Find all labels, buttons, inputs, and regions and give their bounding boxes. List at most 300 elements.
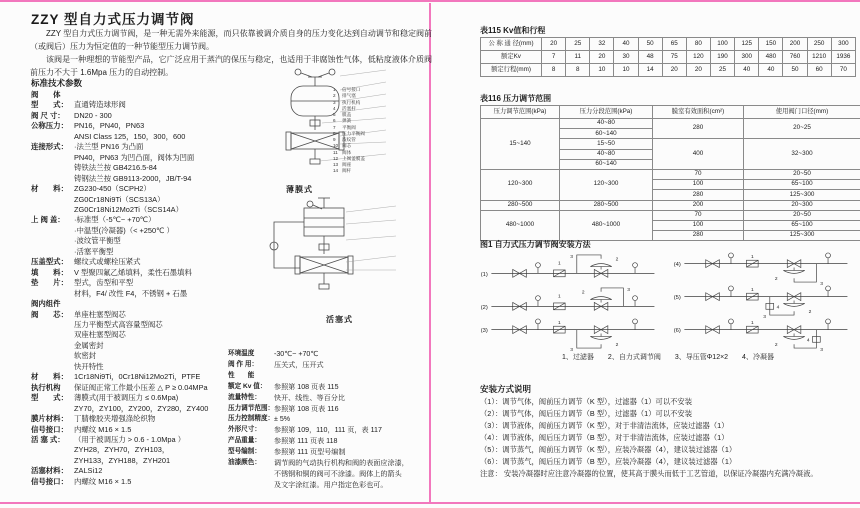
table116-cell: 120~300 — [481, 169, 560, 200]
install-heading: 安装方式说明 — [480, 384, 532, 394]
svg-text:2: 2 — [581, 290, 585, 296]
svg-text:2: 2 — [774, 277, 778, 283]
table116-header-cell: 压力分段范围(kPa) — [560, 106, 653, 119]
svg-text:2: 2 — [615, 257, 619, 263]
svg-text:3: 3 — [820, 282, 823, 285]
table115-cell: 300 — [831, 38, 855, 51]
spec-label: 产品重量： — [228, 437, 261, 445]
table115-cell: 8 — [566, 64, 590, 77]
spec-value: 参照第 108 页表 115 — [274, 382, 339, 391]
install-note-line: （2）：调节气体，阀后压力调节（B 型），过滤器（1）可以不安装 — [480, 409, 693, 418]
svg-text:(5): (5) — [673, 295, 681, 302]
spec-label — [31, 445, 74, 455]
spec-row — [228, 414, 434, 425]
spec-value: ZALSi12 — [74, 466, 103, 476]
install-note-line: （6）：调节蒸气，阀后压力调节（B 型），应装冷凝器（4），建议装过滤器（1） — [480, 457, 737, 466]
spec-label: 阀 体 — [31, 90, 61, 99]
spec-label: 型 式： — [31, 393, 68, 403]
spec-row — [31, 132, 243, 142]
spec-label: 性 能 — [228, 371, 255, 379]
spec-label: 信号接口： — [31, 424, 68, 434]
svg-text:(4): (4) — [673, 262, 681, 269]
performance-list — [228, 349, 434, 491]
spec-value: ·波纹管平衡型 — [74, 236, 121, 246]
install-note-line: （4）：调节液体，阀后压力调节（B 型），对于非清洁流体，应装过滤器（1） — [480, 433, 729, 442]
intro-paragraph-1: ZZY 型自力式压力调节阀，是一种无需外来能源，而只依靠被调介质自身的压力变化达到自动调节和稳定阀前（或阀后）压力为恒定值的一种节能型压力调节阀。 — [30, 29, 432, 51]
svg-text:1: 1 — [557, 294, 561, 300]
spec-value: 铸钢法兰按 GB9113-2000，JB/T-94 — [74, 173, 192, 183]
spec-value: 参照第 111 页型号编制 — [274, 448, 346, 457]
part-item: 2 排气塞 — [333, 93, 356, 99]
table116-title: 表116 压力调节范围 — [480, 94, 552, 103]
spec-row — [31, 268, 243, 278]
svg-text:3: 3 — [570, 348, 573, 351]
spec-label — [31, 351, 74, 361]
spec-row — [31, 372, 243, 382]
spec-value: V 型聚四氟乙烯填料，柔性石墨填料 — [74, 267, 192, 277]
table116-cell: 65~100 — [744, 180, 860, 190]
spec-label — [31, 456, 74, 466]
spec-value: 材料，F4/ 改性 F4，不锈钢 + 石墨 — [74, 288, 188, 298]
svg-text:2: 2 — [808, 310, 812, 316]
spec-row — [31, 393, 243, 403]
spec-row — [31, 111, 243, 121]
table115-cell: 10 — [614, 64, 638, 77]
svg-text:(6): (6) — [673, 328, 681, 335]
spec-label — [31, 404, 74, 414]
part-item: 11 阀体 — [333, 149, 352, 155]
spec-row — [228, 404, 434, 415]
spec-label: 活塞材料： — [31, 466, 68, 476]
table116-header-cell: 压力调节范围(kPa) — [481, 106, 560, 119]
part-item: 10 阀芯 — [333, 143, 352, 149]
spec-row — [31, 236, 243, 246]
table116-row — [481, 210, 860, 220]
install-note-line: （1）：调节气体，阀前压力调节（K 型），过滤器（1）可以不安装 — [480, 397, 693, 406]
table116-cell: 40~80 — [560, 119, 653, 129]
spec-row — [31, 456, 243, 466]
table116-cell: 280~500 — [481, 200, 560, 210]
spec-row — [31, 90, 243, 100]
spec-row — [31, 414, 243, 424]
table115-cell: 50 — [638, 38, 662, 51]
specs-heading: 标准技术参数 — [31, 78, 83, 88]
spec-label — [31, 320, 74, 330]
table115-row — [481, 38, 856, 51]
spec-row — [31, 289, 243, 299]
spec-row — [31, 205, 243, 215]
spec-label: 油漆颜色： — [228, 459, 261, 467]
spec-value: ZG230-450（SCPH2） — [74, 184, 151, 194]
table115-cell: 480 — [759, 51, 783, 64]
table116-cell: 480~1000 — [560, 210, 653, 241]
spec-row — [31, 226, 243, 236]
spec-value: 铸铁法兰按 GB4216.5-84 — [74, 163, 157, 173]
svg-text:1: 1 — [557, 261, 561, 267]
table115-cell: 32 — [590, 38, 614, 51]
svg-text:4: 4 — [776, 305, 780, 311]
spec-label: 阀内组件 — [31, 299, 61, 309]
svg-text:3: 3 — [627, 287, 630, 293]
table115-cell: 30 — [614, 51, 638, 64]
spec-row — [31, 195, 243, 205]
spec-label — [31, 341, 74, 351]
spec-value: 压力平衡型式高容量型阀芯 — [74, 319, 163, 329]
spec-value: 内螺纹 M16 × 1.5 — [74, 476, 132, 486]
install-scheme — [670, 318, 856, 351]
spec-row — [31, 278, 243, 288]
spec-label — [31, 132, 74, 142]
spec-row — [31, 435, 243, 445]
table115-cell: 80 — [686, 38, 710, 51]
table116-cell: 70 — [653, 169, 744, 179]
table115-cell: 100 — [710, 38, 734, 51]
spec-label: 外形尺寸： — [228, 426, 261, 434]
spec-row — [228, 360, 434, 371]
spec-value: 双座柱塞型阀芯 — [74, 330, 126, 340]
spec-value: 快开、线性、等百分比 — [274, 393, 345, 402]
spec-value: 丁腈橡胶夹增强涤纶织物 — [74, 414, 156, 424]
spec-label: 上 阀 盖： — [31, 215, 65, 225]
table116-cell: 60~140 — [560, 129, 653, 139]
svg-text:(2): (2) — [480, 304, 488, 311]
spec-value: 1Cr18Ni9Ti，0Cr18Ni12Mo2Ti，PTFE — [74, 372, 201, 382]
part-item: 3 执行机构 — [333, 99, 361, 105]
svg-text:4: 4 — [806, 338, 810, 344]
spec-row — [228, 480, 434, 491]
spec-value: DN20 - 300 — [74, 110, 112, 120]
spec-row — [31, 362, 243, 372]
spec-label — [31, 163, 74, 173]
spec-row — [31, 163, 243, 173]
table116-cell: 125~300 — [744, 190, 860, 200]
install-notes — [480, 396, 856, 480]
table116-cell: 20~50 — [744, 210, 860, 220]
part-item: 12 上阀盖膜盖 — [333, 155, 365, 161]
table115-cell: 300 — [735, 51, 759, 64]
table115-cell: 25 — [566, 38, 590, 51]
spec-label: 垫 片： — [31, 278, 68, 288]
spec-value: PN16，PN40，PN63 — [74, 121, 145, 131]
table115-cell: 8 — [542, 64, 566, 77]
table116-cell: 15~50 — [560, 139, 653, 149]
spec-value: PN40，PN63 为凹凸面，阀体为凹面 — [74, 152, 195, 162]
spec-value: 薄膜式(用于被调压力 ≤ 0.6Mpa) — [74, 393, 179, 403]
table116-row — [481, 169, 860, 179]
table116-cell: 280 — [653, 231, 744, 241]
svg-text:(1): (1) — [480, 271, 488, 278]
table115-cell: 40 — [614, 38, 638, 51]
table116-cell: 280~500 — [560, 200, 653, 210]
diagram-a-caption: 薄膜式 — [286, 185, 313, 194]
svg-text:3: 3 — [570, 254, 573, 260]
spec-row — [31, 184, 243, 194]
spec-row — [228, 382, 434, 393]
table115-cell: 60 — [807, 64, 831, 77]
spec-row — [228, 436, 434, 447]
svg-text:(3): (3) — [480, 328, 488, 335]
figure1-legend: 1、过滤器 2、自力式调节阀 3、导压管Φ12×2 4、冷凝器 — [562, 354, 774, 361]
spec-row — [31, 425, 243, 435]
spec-label — [31, 205, 74, 215]
table115-cell: 75 — [662, 51, 686, 64]
intro-paragraph-2: 该阀是一种理想的节能型产品，它广泛应用于蒸汽的保压与稳定，也适用于非腐蚀性气体，低粘度液体介质阀前压力不大于 1.6Mpa 压力的自动控制。 — [30, 55, 432, 77]
table116-cell: 20~25 — [744, 119, 860, 139]
table116-cell: 100 — [653, 220, 744, 230]
spec-label — [31, 153, 74, 163]
spec-label: 型 式： — [31, 100, 68, 110]
spec-row — [31, 174, 243, 184]
table116-row — [481, 200, 860, 210]
table116-header-cell: 使用阀门口径(mm) — [744, 106, 860, 119]
spec-value — [74, 90, 243, 100]
table116-cell: 120~300 — [560, 169, 653, 200]
table115-cell: 20 — [542, 38, 566, 51]
spec-label: 额定 Kv 值： — [228, 382, 267, 390]
table115-cell: 1210 — [807, 51, 831, 64]
spec-value: -30℃~ +70℃ — [274, 350, 319, 358]
table116-cell: 200 — [653, 200, 744, 210]
spec-row — [31, 477, 243, 487]
table115-cell: 7 — [542, 51, 566, 64]
spec-label: 压盖型式： — [31, 257, 68, 267]
spec-label: 压力调节范围： — [228, 404, 275, 412]
spec-row — [31, 142, 243, 152]
table116-cell: 280 — [653, 190, 744, 200]
table115-cell: 190 — [710, 51, 734, 64]
svg-text:1: 1 — [750, 287, 754, 293]
spec-value: 软密封 — [74, 351, 97, 361]
spec-row — [228, 447, 434, 458]
table115-cell: 48 — [638, 51, 662, 64]
spec-row — [228, 425, 434, 436]
table116-row — [481, 119, 860, 129]
table115-cell: 20 — [686, 64, 710, 77]
spec-label — [31, 289, 74, 299]
spec-value: 参照第 111 页表 118 — [274, 437, 338, 446]
part-item: 1 信号接口 — [333, 87, 361, 92]
spec-label — [31, 174, 74, 184]
table115-cell: 65 — [662, 38, 686, 51]
spec-label — [31, 236, 74, 246]
table116-header-cell: 膜室有效面积(cm²) — [653, 106, 744, 119]
table115-cell: 40 — [759, 64, 783, 77]
spec-value: ·活塞平衡型 — [74, 246, 114, 256]
figure1-title: 图1 自力式压力调节阀安装方法 — [480, 240, 591, 249]
spec-row — [228, 469, 434, 480]
spec-value: 螺纹式或螺栓压紧式 — [74, 257, 141, 267]
table116-cell: 60~140 — [560, 159, 653, 169]
part-item: 6 弹簧 — [333, 118, 352, 124]
table115-cell: 250 — [807, 38, 831, 51]
table115-cell: 额定Kv — [481, 51, 542, 64]
table115-cell: 14 — [638, 64, 662, 77]
table115-cell: 1936 — [831, 51, 855, 64]
spec-value: ZY70，ZY100，ZY200，ZY280，ZY400 — [74, 403, 209, 413]
spec-row — [31, 445, 243, 455]
spec-label: 填 料： — [31, 267, 68, 277]
spec-row — [31, 247, 243, 257]
spec-value — [74, 299, 243, 309]
spec-label — [31, 362, 74, 372]
spec-row — [31, 100, 243, 110]
valve-diagram-piston — [256, 196, 396, 314]
table115-cell: 50 — [783, 64, 807, 77]
diagram-b-caption: 活塞式 — [326, 315, 353, 324]
spec-value: ZG0Cr18Ni12Mo2Ti（SCS14A） — [74, 204, 183, 214]
table115-title: 表115 Kv值和行程 — [480, 26, 546, 35]
spec-value: 参照第 108 页表 116 — [274, 404, 339, 413]
spec-value: ± 5% — [274, 415, 291, 424]
table116-cell: 125~300 — [744, 231, 860, 241]
install-note-line: （5）：调节蒸气，阀前压力调节（K 型），应装冷凝器（4），建议装过滤器（1） — [480, 445, 737, 454]
spec-row — [31, 330, 243, 340]
spec-label — [31, 195, 74, 205]
spec-value: 型式，齿型和平型 — [74, 278, 134, 288]
spec-value: 参照第 109，110，111 页，表 117 — [274, 426, 382, 435]
svg-text:2: 2 — [774, 343, 778, 349]
spec-value: ·标准型（-5℃~ +70℃） — [74, 215, 156, 225]
install-scheme — [477, 252, 663, 285]
install-note-line: （3）：调节液体，阀前压力调节（K 型），对于非清洁流体，应装过滤器（1） — [480, 421, 729, 430]
spec-label: 活 塞 式： — [31, 434, 65, 444]
part-item: 13 阀座 — [333, 162, 352, 167]
part-item: 8 压力平衡阀 — [333, 130, 365, 136]
spec-label: 材 料： — [31, 184, 68, 194]
table116-cell: 15~140 — [481, 119, 560, 170]
table116-cell: 480~1000 — [481, 210, 560, 241]
svg-text:3: 3 — [820, 348, 823, 351]
spec-label: 公称压力： — [31, 121, 68, 131]
spec-value: 直通铸造球形阀 — [74, 100, 126, 110]
svg-text:3: 3 — [763, 315, 766, 318]
page-title: ZZY 型自力式压力调节阀 — [31, 12, 195, 27]
spec-label: 压力控制精度： — [228, 415, 275, 423]
table115-cell: 200 — [783, 38, 807, 51]
spec-label — [31, 330, 74, 340]
table116-cell: 70 — [653, 210, 744, 220]
spec-value: 调节阀的气动执行机构和阀的表面应涂漆， — [274, 459, 409, 468]
spec-row — [228, 371, 434, 382]
spec-label — [228, 469, 274, 480]
spec-row — [228, 458, 434, 469]
spec-value: （用于被调压力 > 0.6 - 1.0Mpa ） — [74, 434, 186, 444]
spec-row — [31, 257, 243, 267]
install-scheme — [477, 285, 663, 318]
spec-label: 流量特性： — [228, 393, 261, 401]
spec-value: 金属密封 — [74, 340, 104, 350]
spec-value: 快开特性 — [74, 361, 104, 371]
table115-cell: 20 — [662, 64, 686, 77]
install-scheme — [670, 252, 856, 285]
table116-cell: 40~80 — [560, 149, 653, 159]
spec-value: 单座柱塞型阀芯 — [74, 309, 126, 319]
spec-row — [31, 383, 243, 393]
spec-value: ·法兰型 PN16 为凸面 — [74, 142, 144, 152]
spec-label — [31, 226, 74, 236]
spec-row — [31, 215, 243, 225]
spec-row — [31, 320, 243, 330]
spec-label: 型号编制： — [228, 448, 261, 456]
part-item: 4 活塞杆 — [333, 105, 356, 111]
part-item: 5 膜盖 — [333, 112, 352, 117]
spec-value: 压关式，压开式 — [274, 360, 324, 369]
table116-cell: 65~100 — [744, 220, 860, 230]
table116-cell: 20~300 — [744, 200, 860, 210]
spec-label: 阀 作 用： — [228, 360, 259, 368]
table116 — [480, 105, 860, 241]
spec-label: 信号接口： — [31, 476, 68, 486]
spec-label: 环境温度 — [228, 350, 255, 357]
table115-cell: 20 — [590, 51, 614, 64]
spec-row — [31, 351, 243, 361]
part-item: 7 平衡阀 — [333, 124, 356, 130]
spec-row — [31, 153, 243, 163]
table116-header-row — [481, 106, 860, 119]
spec-label — [31, 247, 74, 257]
specs-list — [31, 90, 243, 487]
spec-value: ZYH133，ZYH188，ZYH201 — [74, 455, 171, 465]
table116-cell: 32~300 — [744, 139, 860, 170]
table115-cell: 公 称 通 径(mm) — [481, 38, 542, 51]
spec-value: ANSI Class 125，150，300，600 — [74, 131, 186, 141]
table115-cell: 40 — [735, 64, 759, 77]
spec-value: ZYH28，ZYH70，ZYH103， — [74, 445, 170, 455]
spec-row — [31, 466, 243, 476]
spec-row — [31, 121, 243, 131]
svg-text:1: 1 — [750, 254, 754, 260]
spec-label: 膜片材料： — [31, 414, 68, 424]
spec-row — [31, 299, 243, 309]
spec-row — [228, 393, 434, 404]
table115-cell: 125 — [735, 38, 759, 51]
figure1-schemes — [477, 252, 857, 351]
table115-cell: 760 — [783, 51, 807, 64]
spec-label: 材 料： — [31, 372, 68, 382]
spec-value: 内螺纹 M16 × 1.5 — [74, 424, 132, 434]
table115-cell: 120 — [686, 51, 710, 64]
table116-cell: 100 — [653, 180, 744, 190]
table115-cell: 额定行程(mm) — [481, 64, 542, 77]
spec-value: 不锈钢和铜的阀可不涂漆。阀体上的箭头 — [274, 469, 402, 478]
spec-label: 阀 芯： — [31, 309, 68, 319]
table116-cell: 400 — [653, 139, 744, 170]
table115-cell: 70 — [831, 64, 855, 77]
spec-label: 执行机构 — [31, 382, 61, 392]
install-note-caution: 注意： 安装冷凝器时应注意冷凝器的位置，使其高于膜头而低于工艺管道，以保证冷凝器内充满冷凝液。 — [480, 469, 818, 478]
table115 — [480, 37, 856, 77]
spec-value: 及文字涂红漆。用户指定色彩也可。 — [274, 480, 388, 489]
table116-cell: 280 — [653, 119, 744, 139]
part-item: 9 波纹管 — [333, 137, 356, 142]
spec-row — [31, 404, 243, 414]
spec-label: 阀 尺 寸： — [31, 110, 65, 120]
install-scheme — [670, 285, 856, 318]
spec-value — [274, 371, 434, 382]
table115-row — [481, 64, 856, 77]
spec-label: 连接形式： — [31, 142, 68, 152]
table115-row — [481, 51, 856, 64]
spec-value: 保证阀正常工作最小压差 △ P ≥ 0.04MPa — [74, 382, 208, 392]
spec-row — [31, 341, 243, 351]
svg-text:1: 1 — [750, 320, 754, 326]
spec-value: ZG0Cr18Ni9Ti（SCS13A） — [74, 194, 165, 204]
spec-row — [228, 349, 434, 360]
svg-text:1: 1 — [557, 320, 561, 326]
table116-cell: 20~50 — [744, 169, 860, 179]
table115-cell: 10 — [590, 64, 614, 77]
svg-text:2: 2 — [615, 343, 619, 349]
